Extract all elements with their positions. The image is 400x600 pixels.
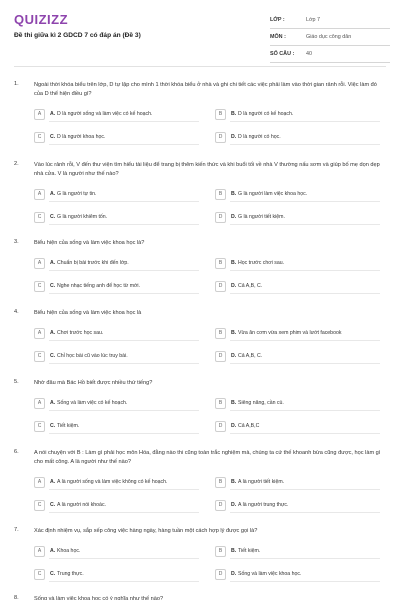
option-text: A là người tiết kiệm. bbox=[238, 479, 285, 485]
option-text: Nghe nhạc tiếng anh để học từ mới. bbox=[57, 283, 141, 289]
option-box[interactable]: B bbox=[215, 398, 226, 409]
answer-option-a[interactable] bbox=[34, 327, 206, 342]
question-text: Nhờ đâu mà Bác Hồ biết được nhiều thứ tiếng? bbox=[34, 380, 153, 386]
meta-key: SỐ CÂU : bbox=[270, 51, 295, 57]
option-box[interactable]: B bbox=[215, 477, 226, 488]
option-text: Sống và làm việc có kế hoạch. bbox=[57, 400, 128, 406]
question-item bbox=[0, 78, 400, 152]
option-box[interactable]: C bbox=[34, 212, 45, 223]
option-letter: D. bbox=[231, 571, 237, 577]
option-box[interactable]: D bbox=[215, 132, 226, 143]
option-box[interactable]: A bbox=[34, 477, 45, 488]
option-letter: B. bbox=[231, 330, 237, 336]
meta-row-class bbox=[270, 12, 390, 29]
question-text: A nói chuyện với B : Làm gì phải học môn Hóa, đằng nào thi cũng toàn trắc nghiệm mà, chúng ta cứ thế khoanh bừa cũng được, học làm gì cho mất công. A là người như thế nào? bbox=[34, 450, 381, 465]
option-box[interactable]: A bbox=[34, 189, 45, 200]
option-underline bbox=[49, 201, 199, 202]
option-box[interactable]: A bbox=[34, 109, 45, 120]
answer-option-d[interactable] bbox=[215, 350, 387, 365]
option-box[interactable]: A bbox=[34, 398, 45, 409]
option-letter: C. bbox=[50, 502, 56, 508]
page-title: Đề thi giữa kì 2 GDCD 7 có đáp án (Đề 3) bbox=[14, 32, 141, 39]
option-text: D là người sống và làm việc có kế hoạch. bbox=[57, 111, 153, 117]
option-letter: D. bbox=[231, 214, 237, 220]
answer-option-c[interactable] bbox=[34, 211, 206, 226]
option-box[interactable]: B bbox=[215, 546, 226, 557]
option-letter: B. bbox=[231, 191, 237, 197]
question-text: Biểu hiện của sống và làm việc khoa học là bbox=[34, 310, 142, 316]
option-box[interactable]: C bbox=[34, 421, 45, 432]
option-text: A là người nói khoác. bbox=[57, 502, 106, 508]
option-letter: D. bbox=[231, 502, 237, 508]
meta-key: LỚP : bbox=[270, 17, 285, 23]
meta-value: Lớp 7 bbox=[306, 17, 321, 23]
option-underline bbox=[49, 270, 199, 271]
answer-option-d[interactable] bbox=[215, 568, 387, 583]
option-text: Chơi trước học sau. bbox=[57, 330, 104, 336]
option-letter: B. bbox=[231, 548, 237, 554]
answer-option-d[interactable] bbox=[215, 420, 387, 435]
question-number: 1. bbox=[14, 81, 19, 87]
option-box[interactable]: B bbox=[215, 189, 226, 200]
option-letter: A. bbox=[50, 400, 56, 406]
question-text: Ngoài thời khóa biểu trên lớp, D tự lập cho mình 1 thời khóa biểu ở nhà và ghi chi tiết các việc phải làm vào thời gian rảnh rỗi. Việc làm đó của D thể hiện điều gì? bbox=[34, 82, 377, 97]
option-text: D là người có học. bbox=[238, 134, 281, 140]
option-underline bbox=[49, 558, 199, 559]
option-letter: C. bbox=[50, 571, 56, 577]
option-underline bbox=[49, 489, 199, 490]
answer-option-a[interactable] bbox=[34, 476, 206, 491]
question-item bbox=[0, 376, 400, 446]
answer-option-d[interactable] bbox=[215, 211, 387, 226]
option-letter: B. bbox=[231, 111, 237, 117]
question-text: Vào lúc rảnh rỗi, V đến thư viện tìm hiểu tài liệu để trang bị thêm kiến thức và khi buổi tối về nhà V thường nấu sơm và giúp bố mẹ dọn dẹp nhà cửa. V là người như thế nào? bbox=[34, 162, 380, 177]
option-letter: C. bbox=[50, 134, 56, 140]
option-underline bbox=[49, 224, 199, 225]
answer-option-a[interactable] bbox=[34, 188, 206, 203]
answer-option-b[interactable] bbox=[215, 257, 387, 272]
answer-option-b[interactable] bbox=[215, 397, 387, 412]
question-item bbox=[0, 592, 400, 600]
option-text: G là người làm việc khoa học. bbox=[238, 191, 308, 197]
question-item bbox=[0, 236, 400, 306]
option-box[interactable]: D bbox=[215, 351, 226, 362]
question-text: Xác định nhiệm vụ, sắp xếp công việc hàng ngày, hàng tuần một cách hợp lý được gọi là? bbox=[34, 528, 258, 534]
question-number: 7. bbox=[14, 527, 19, 533]
option-box[interactable]: D bbox=[215, 421, 226, 432]
meta-table bbox=[270, 12, 390, 63]
option-text: Tiết kiệm. bbox=[57, 423, 80, 429]
option-box[interactable]: A bbox=[34, 328, 45, 339]
option-underline bbox=[49, 581, 199, 582]
option-letter: A. bbox=[50, 548, 56, 554]
option-underline bbox=[230, 270, 380, 271]
option-underline bbox=[230, 512, 380, 513]
option-underline bbox=[230, 340, 380, 341]
option-letter: A. bbox=[50, 191, 56, 197]
option-underline bbox=[49, 144, 199, 145]
answer-option-d[interactable] bbox=[215, 499, 387, 514]
option-text: Tiết kiệm. bbox=[238, 548, 261, 554]
option-letter: C. bbox=[50, 353, 56, 359]
answer-option-b[interactable] bbox=[215, 476, 387, 491]
option-letter: A. bbox=[50, 260, 56, 266]
option-underline bbox=[230, 224, 380, 225]
question-item bbox=[0, 306, 400, 376]
option-text: Chuẩn bị bài trước khi đến lớp. bbox=[57, 260, 129, 266]
question-item bbox=[0, 524, 400, 592]
option-underline bbox=[230, 293, 380, 294]
option-underline bbox=[230, 144, 380, 145]
option-underline bbox=[49, 433, 199, 434]
option-text: Cả A,B, C. bbox=[238, 353, 263, 359]
option-box[interactable]: B bbox=[215, 258, 226, 269]
option-letter: C. bbox=[50, 283, 56, 289]
answer-option-a[interactable] bbox=[34, 108, 206, 123]
option-text: Cả A,B,C bbox=[238, 423, 260, 429]
option-box[interactable]: D bbox=[215, 569, 226, 580]
option-box[interactable]: C bbox=[34, 132, 45, 143]
option-text: Siêng năng, cần cù. bbox=[238, 400, 284, 406]
answer-option-c[interactable] bbox=[34, 499, 206, 514]
answer-option-d[interactable] bbox=[215, 280, 387, 295]
option-text: Trung thực. bbox=[57, 571, 84, 577]
question-number: 5. bbox=[14, 379, 19, 385]
answer-option-c[interactable] bbox=[34, 568, 206, 583]
option-box[interactable]: D bbox=[215, 500, 226, 511]
option-underline bbox=[49, 512, 199, 513]
option-box[interactable]: A bbox=[34, 546, 45, 557]
option-letter: B. bbox=[231, 260, 237, 266]
option-text: Vừa ăn cơm vừa xem phim và lướt facebook bbox=[238, 330, 342, 336]
meta-value: Giáo dục công dân bbox=[306, 34, 352, 40]
option-underline bbox=[49, 410, 199, 411]
answer-option-a[interactable] bbox=[34, 545, 206, 560]
option-letter: D. bbox=[231, 283, 237, 289]
answer-option-a[interactable] bbox=[34, 257, 206, 272]
option-letter: A. bbox=[50, 330, 56, 336]
answer-option-b[interactable] bbox=[215, 545, 387, 560]
answer-option-c[interactable] bbox=[34, 280, 206, 295]
option-box[interactable]: C bbox=[34, 351, 45, 362]
option-underline bbox=[230, 121, 380, 122]
option-text: Chỉ học bài cũ vào lúc truy bài. bbox=[57, 353, 128, 359]
option-text: G là người khiêm tốn. bbox=[57, 214, 108, 220]
option-letter: A. bbox=[50, 479, 56, 485]
option-letter: D. bbox=[231, 423, 237, 429]
option-underline bbox=[230, 363, 380, 364]
option-underline bbox=[49, 121, 199, 122]
meta-value: 40 bbox=[306, 51, 312, 57]
option-box[interactable]: C bbox=[34, 500, 45, 511]
option-box[interactable]: C bbox=[34, 281, 45, 292]
answer-option-c[interactable] bbox=[34, 420, 206, 435]
option-letter: C. bbox=[50, 423, 56, 429]
answer-option-c[interactable] bbox=[34, 131, 206, 146]
option-letter: D. bbox=[231, 353, 237, 359]
option-text: G là người tự tin. bbox=[57, 191, 97, 197]
question-text: Biểu hiện của sống và làm việc khoa học là? bbox=[34, 240, 145, 246]
quizizz-logo: QUIZIZZ bbox=[14, 12, 69, 27]
option-box[interactable]: D bbox=[215, 281, 226, 292]
question-item bbox=[0, 446, 400, 524]
option-text: A là người sống và làm việc không có kế hoạch. bbox=[57, 479, 168, 485]
question-number: 3. bbox=[14, 239, 19, 245]
question-number: 4. bbox=[14, 309, 19, 315]
option-text: Học trước chơi sau. bbox=[238, 260, 285, 266]
meta-row-subject bbox=[270, 29, 390, 46]
option-text: D là người có kế hoạch. bbox=[238, 111, 294, 117]
meta-row-count bbox=[270, 46, 390, 63]
answer-option-c[interactable] bbox=[34, 350, 206, 365]
question-number: 8. bbox=[14, 595, 19, 600]
answer-option-d[interactable] bbox=[215, 131, 387, 146]
option-box[interactable]: C bbox=[34, 569, 45, 580]
option-box[interactable]: A bbox=[34, 258, 45, 269]
option-letter: D. bbox=[231, 134, 237, 140]
header-divider bbox=[14, 66, 386, 67]
option-underline bbox=[49, 340, 199, 341]
option-letter: B. bbox=[231, 479, 237, 485]
option-underline bbox=[230, 489, 380, 490]
option-underline bbox=[230, 410, 380, 411]
question-number: 6. bbox=[14, 449, 19, 455]
option-letter: A. bbox=[50, 111, 56, 117]
option-underline bbox=[230, 433, 380, 434]
question-text: Sống và làm việc khoa học có ý nghĩa như thế nào? bbox=[34, 596, 164, 600]
answer-option-b[interactable] bbox=[215, 108, 387, 123]
option-text: D là người khoa học. bbox=[57, 134, 106, 140]
option-text: Cả A,B, C. bbox=[238, 283, 263, 289]
meta-key: MÔN : bbox=[270, 34, 286, 40]
answer-option-b[interactable] bbox=[215, 327, 387, 342]
option-underline bbox=[230, 201, 380, 202]
option-text: A là người trung thực. bbox=[238, 502, 289, 508]
option-underline bbox=[49, 293, 199, 294]
answer-option-b[interactable] bbox=[215, 188, 387, 203]
option-box[interactable]: B bbox=[215, 109, 226, 120]
option-box[interactable]: D bbox=[215, 212, 226, 223]
question-number: 2. bbox=[14, 161, 19, 167]
question-item bbox=[0, 158, 400, 232]
option-letter: C. bbox=[50, 214, 56, 220]
option-text: Khoa học. bbox=[57, 548, 81, 554]
option-underline bbox=[230, 581, 380, 582]
answer-option-a[interactable] bbox=[34, 397, 206, 412]
option-letter: B. bbox=[231, 400, 237, 406]
option-underline bbox=[230, 558, 380, 559]
option-text: G là người tiết kiệm. bbox=[238, 214, 285, 220]
option-underline bbox=[49, 363, 199, 364]
option-box[interactable]: B bbox=[215, 328, 226, 339]
page-header bbox=[0, 0, 400, 68]
option-text: Sống và làm việc khoa học. bbox=[238, 571, 302, 577]
